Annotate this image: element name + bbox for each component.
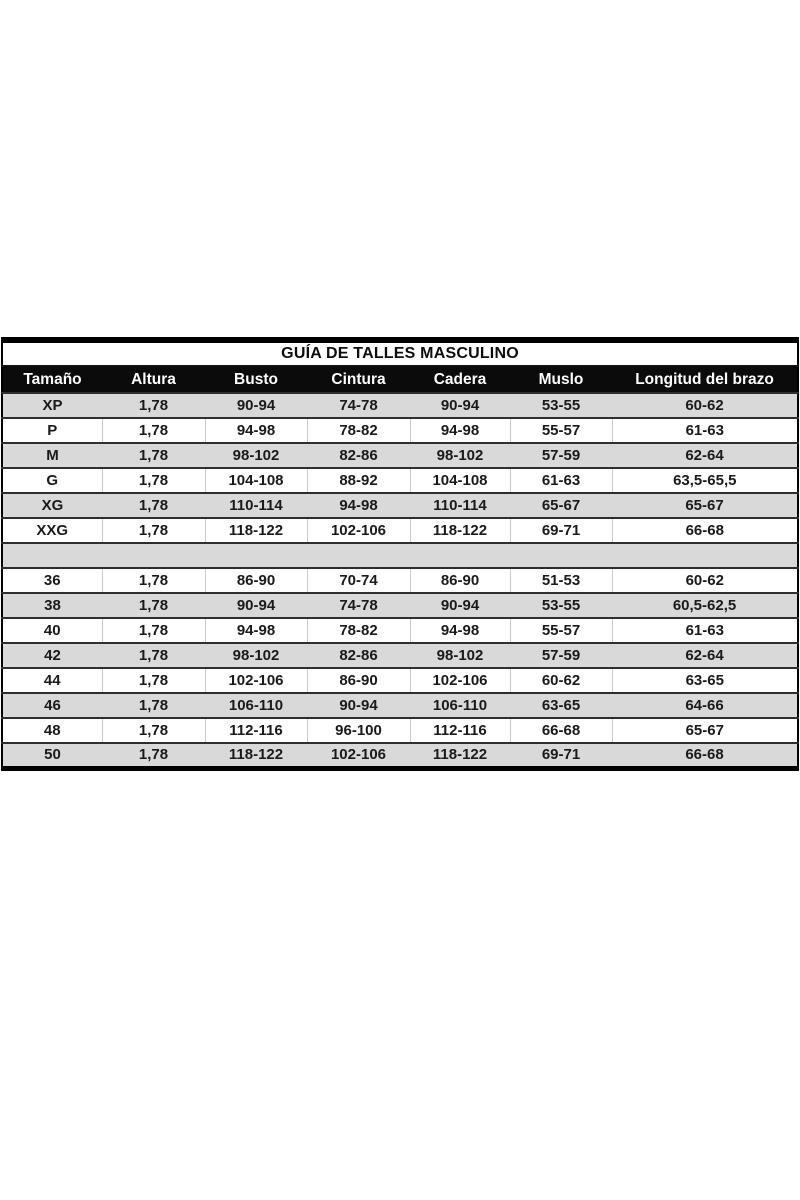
table-row [2,643,798,668]
table-cell: 48 [2,718,102,743]
table-cell: 1,78 [102,468,205,493]
table-cell: 1,78 [102,443,205,468]
table-title: GUÍA DE TALLES MASCULINO [2,340,798,366]
table-cell: 98-102 [205,643,307,668]
table-cell: 78-82 [307,418,410,443]
table-cell: 44 [2,668,102,693]
table-cell: XG [2,493,102,518]
table-cell: 86-90 [205,568,307,593]
table-cell: 1,78 [102,618,205,643]
table-title-row [2,340,798,366]
table-cell: 78-82 [307,618,410,643]
table-cell: 1,78 [102,493,205,518]
table-cell: 94-98 [307,493,410,518]
table-cell: 1,78 [102,743,205,768]
table-cell: 98-102 [205,443,307,468]
table-cell: XP [2,393,102,418]
size-guide-table-container [1,337,799,771]
table-cell: 104-108 [205,468,307,493]
table-cell: 70-74 [307,568,410,593]
table-cell: 82-86 [307,643,410,668]
table-cell: 55-57 [510,618,612,643]
table-row [2,718,798,743]
table-cell: 1,78 [102,593,205,618]
table-cell: 110-114 [410,493,510,518]
table-cell: 90-94 [410,593,510,618]
table-cell: 65-67 [612,493,798,518]
table-cell: 1,78 [102,393,205,418]
table-cell: 36 [2,568,102,593]
column-header-4: Cintura [307,366,410,393]
table-cell: 94-98 [205,418,307,443]
table-cell: 40 [2,618,102,643]
table-header-row [2,366,798,393]
table-cell: 102-106 [307,518,410,543]
table-cell: G [2,468,102,493]
table-cell: 106-110 [410,693,510,718]
table-cell: 110-114 [205,493,307,518]
table-cell: 1,78 [102,668,205,693]
table-cell: 94-98 [410,618,510,643]
table-cell: 112-116 [410,718,510,743]
table-cell: 102-106 [307,743,410,768]
table-cell: 65-67 [612,718,798,743]
table-cell: 62-64 [612,643,798,668]
table-cell: 66-68 [510,718,612,743]
table-cell: 1,78 [102,518,205,543]
column-header-7: Longitud del brazo [612,366,798,393]
table-cell: 57-59 [510,643,612,668]
table-cell: 86-90 [307,668,410,693]
table-cell: 53-55 [510,593,612,618]
table-cell: 38 [2,593,102,618]
column-header-5: Cadera [410,366,510,393]
table-cell: 82-86 [307,443,410,468]
table-row [2,443,798,468]
table-cell: 102-106 [410,668,510,693]
table-cell: 90-94 [410,393,510,418]
table-cell: 118-122 [410,518,510,543]
table-row [2,668,798,693]
column-header-2: Altura [102,366,205,393]
table-cell: 63-65 [510,693,612,718]
table-cell: 88-92 [307,468,410,493]
table-cell: 69-71 [510,518,612,543]
table-cell: 98-102 [410,643,510,668]
table-cell: 60-62 [510,668,612,693]
table-row [2,568,798,593]
table-cell: 1,78 [102,718,205,743]
table-cell: 66-68 [612,518,798,543]
table-cell: 1,78 [102,693,205,718]
table-row [2,493,798,518]
table-row [2,693,798,718]
table-cell: 60-62 [612,393,798,418]
column-header-3: Busto [205,366,307,393]
table-cell: 69-71 [510,743,612,768]
table-cell: 96-100 [307,718,410,743]
table-cell: 65-67 [510,493,612,518]
table-cell: 74-78 [307,393,410,418]
table-cell: 90-94 [205,393,307,418]
table-cell: 102-106 [205,668,307,693]
table-cell: 61-63 [612,618,798,643]
table-cell: 86-90 [410,568,510,593]
table-cell: 118-122 [205,518,307,543]
table-cell: 50 [2,743,102,768]
table-cell: M [2,443,102,468]
table-cell: 55-57 [510,418,612,443]
table-cell: 51-53 [510,568,612,593]
spacer-row [2,543,798,568]
table-cell: 62-64 [612,443,798,468]
table-cell: 112-116 [205,718,307,743]
size-guide-table [1,337,799,771]
table-cell: 94-98 [410,418,510,443]
table-cell: 94-98 [205,618,307,643]
table-cell: 74-78 [307,593,410,618]
table-cell: 98-102 [410,443,510,468]
table-cell: 60,5-62,5 [612,593,798,618]
table-cell: XXG [2,518,102,543]
table-row [2,618,798,643]
table-cell: 64-66 [612,693,798,718]
table-cell: 90-94 [205,593,307,618]
table-row [2,743,798,768]
column-header-6: Muslo [510,366,612,393]
table-cell: 60-62 [612,568,798,593]
table-row [2,418,798,443]
table-cell: 61-63 [612,418,798,443]
table-cell: 90-94 [307,693,410,718]
table-row [2,393,798,418]
table-cell: 63,5-65,5 [612,468,798,493]
table-cell: P [2,418,102,443]
table-cell: 66-68 [612,743,798,768]
table-row [2,518,798,543]
table-cell: 104-108 [410,468,510,493]
table-cell: 53-55 [510,393,612,418]
table-cell: 46 [2,693,102,718]
table-cell: 118-122 [205,743,307,768]
table-cell: 118-122 [410,743,510,768]
table-row [2,468,798,493]
column-header-1: Tamaño [2,366,102,393]
table-cell: 61-63 [510,468,612,493]
spacer-cell [2,543,798,568]
table-cell: 106-110 [205,693,307,718]
table-cell: 57-59 [510,443,612,468]
table-cell: 42 [2,643,102,668]
table-cell: 1,78 [102,418,205,443]
table-cell: 1,78 [102,568,205,593]
table-cell: 63-65 [612,668,798,693]
table-cell: 1,78 [102,643,205,668]
table-row [2,593,798,618]
